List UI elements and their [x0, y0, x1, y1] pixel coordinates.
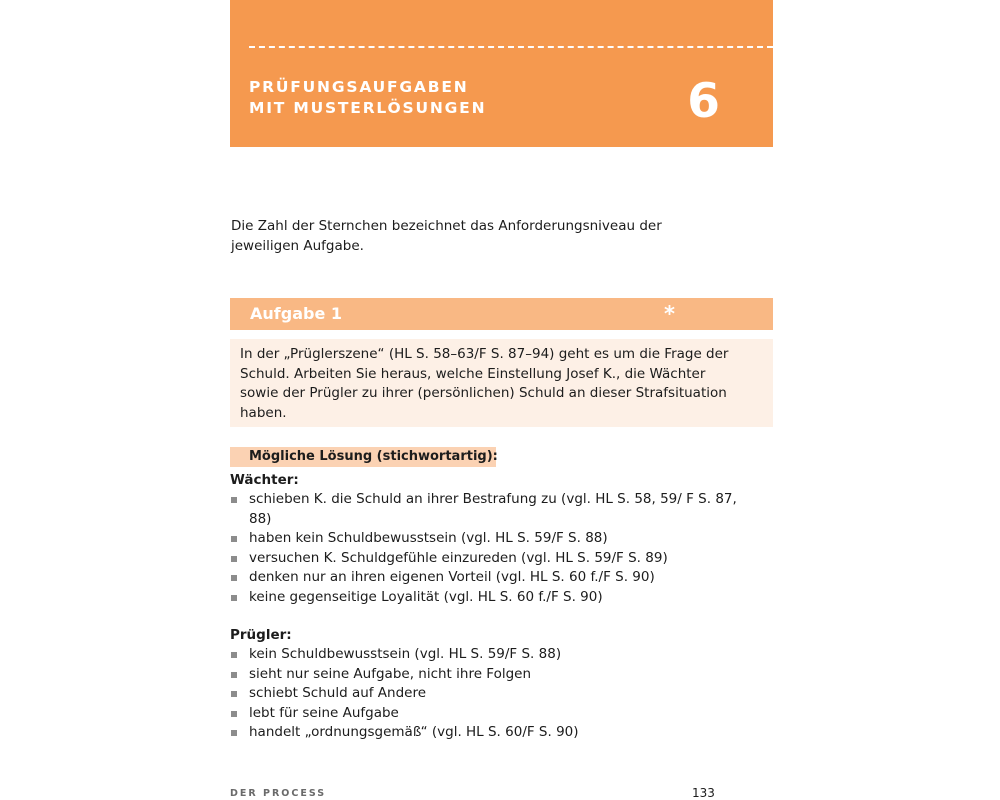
section-waechter: [230, 470, 750, 607]
section-heading: Prügler:: [230, 627, 292, 643]
bullet-square-icon: [231, 497, 237, 503]
list-item-text: haben kein Schuldbewusstsein (vgl. HL S. 59/F S. 88): [249, 530, 608, 546]
list-item-text: handelt „ordnungsgemäß“ (vgl. HL S. 60/F S. 90): [249, 724, 579, 740]
list-item-text: schiebt Schuld auf Andere: [249, 685, 427, 701]
list-item-text: sieht nur seine Aufgabe, nicht ihre Folgen: [249, 665, 532, 682]
chapter-title: [249, 77, 486, 119]
chapter-banner: [230, 0, 773, 147]
bullet-square-icon: [231, 730, 237, 736]
bullet-square-icon: [231, 575, 237, 581]
list-item: [230, 490, 750, 529]
list-item: [230, 529, 750, 549]
section-pruegler: [230, 625, 750, 743]
chapter-number: 6: [687, 74, 720, 129]
bullet-square-icon: [231, 595, 237, 601]
intro-text: Die Zahl der Sternchen bezeichnet das Anforderungsniveau der jeweiligen Aufgabe.: [231, 218, 662, 254]
list-item: [230, 665, 750, 685]
list-item-text: kein Schuldbewusstsein (vgl. HL S. 59/F S. 88): [249, 646, 562, 662]
bullet-list: [230, 645, 750, 743]
bullet-square-icon: [231, 691, 237, 697]
list-item-text: schieben K. die Schuld an ihrer Bestrafung zu (vgl. HL S. 58, 59/ F S. 87, 88): [249, 491, 737, 527]
task-title: Aufgabe 1: [250, 304, 342, 323]
bullet-list: [230, 490, 750, 607]
solution-label: [230, 447, 496, 467]
difficulty-stars: *: [664, 302, 675, 326]
bullet-square-icon: [231, 652, 237, 658]
bullet-square-icon: [231, 711, 237, 717]
list-item: [230, 645, 750, 665]
chapter-title-line-1: PRÜFUNGSAUFGABEN: [249, 78, 469, 96]
footer-book-title: DER PROCESS: [230, 788, 327, 799]
list-item: [230, 568, 750, 588]
page-number: 133: [692, 786, 715, 800]
dashed-divider: [249, 46, 773, 48]
bullet-square-icon: [231, 556, 237, 562]
section-heading: Wächter:: [230, 472, 299, 488]
list-item: [230, 588, 750, 608]
task-text: In der „Prüglerszene“ (HL S. 58–63/F S. 87–94) geht es um die Frage der Schuld. Arbeiten Sie heraus, welche Einstellung Josef K., die Wächter sowie der Prügler zu ihrer (persönlichen) Schuld an dieser Strafsituation haben.: [240, 346, 729, 421]
bullet-square-icon: [231, 536, 237, 542]
list-item-text: keine gegenseitige Loyalität (vgl. HL S. 60 f./F S. 90): [249, 588, 603, 605]
list-item: [230, 549, 750, 569]
list-item: [230, 684, 750, 704]
task-header: [230, 298, 773, 330]
list-item: [230, 723, 750, 743]
list-item-text: versuchen K. Schuldgefühle einzureden (vgl. HL S. 59/F S. 89): [249, 549, 668, 566]
bullet-square-icon: [231, 672, 237, 678]
task-box: [230, 339, 773, 427]
list-item: [230, 704, 750, 724]
list-item-text: denken nur an ihren eigenen Vorteil (vgl. HL S. 60 f./F S. 90): [249, 569, 655, 585]
chapter-title-line-2: MIT MUSTERLÖSUNGEN: [249, 99, 487, 117]
solution-label-text: Mögliche Lösung (stichwortartig):: [249, 449, 498, 464]
list-item-text: lebt für seine Aufgabe: [249, 704, 399, 721]
